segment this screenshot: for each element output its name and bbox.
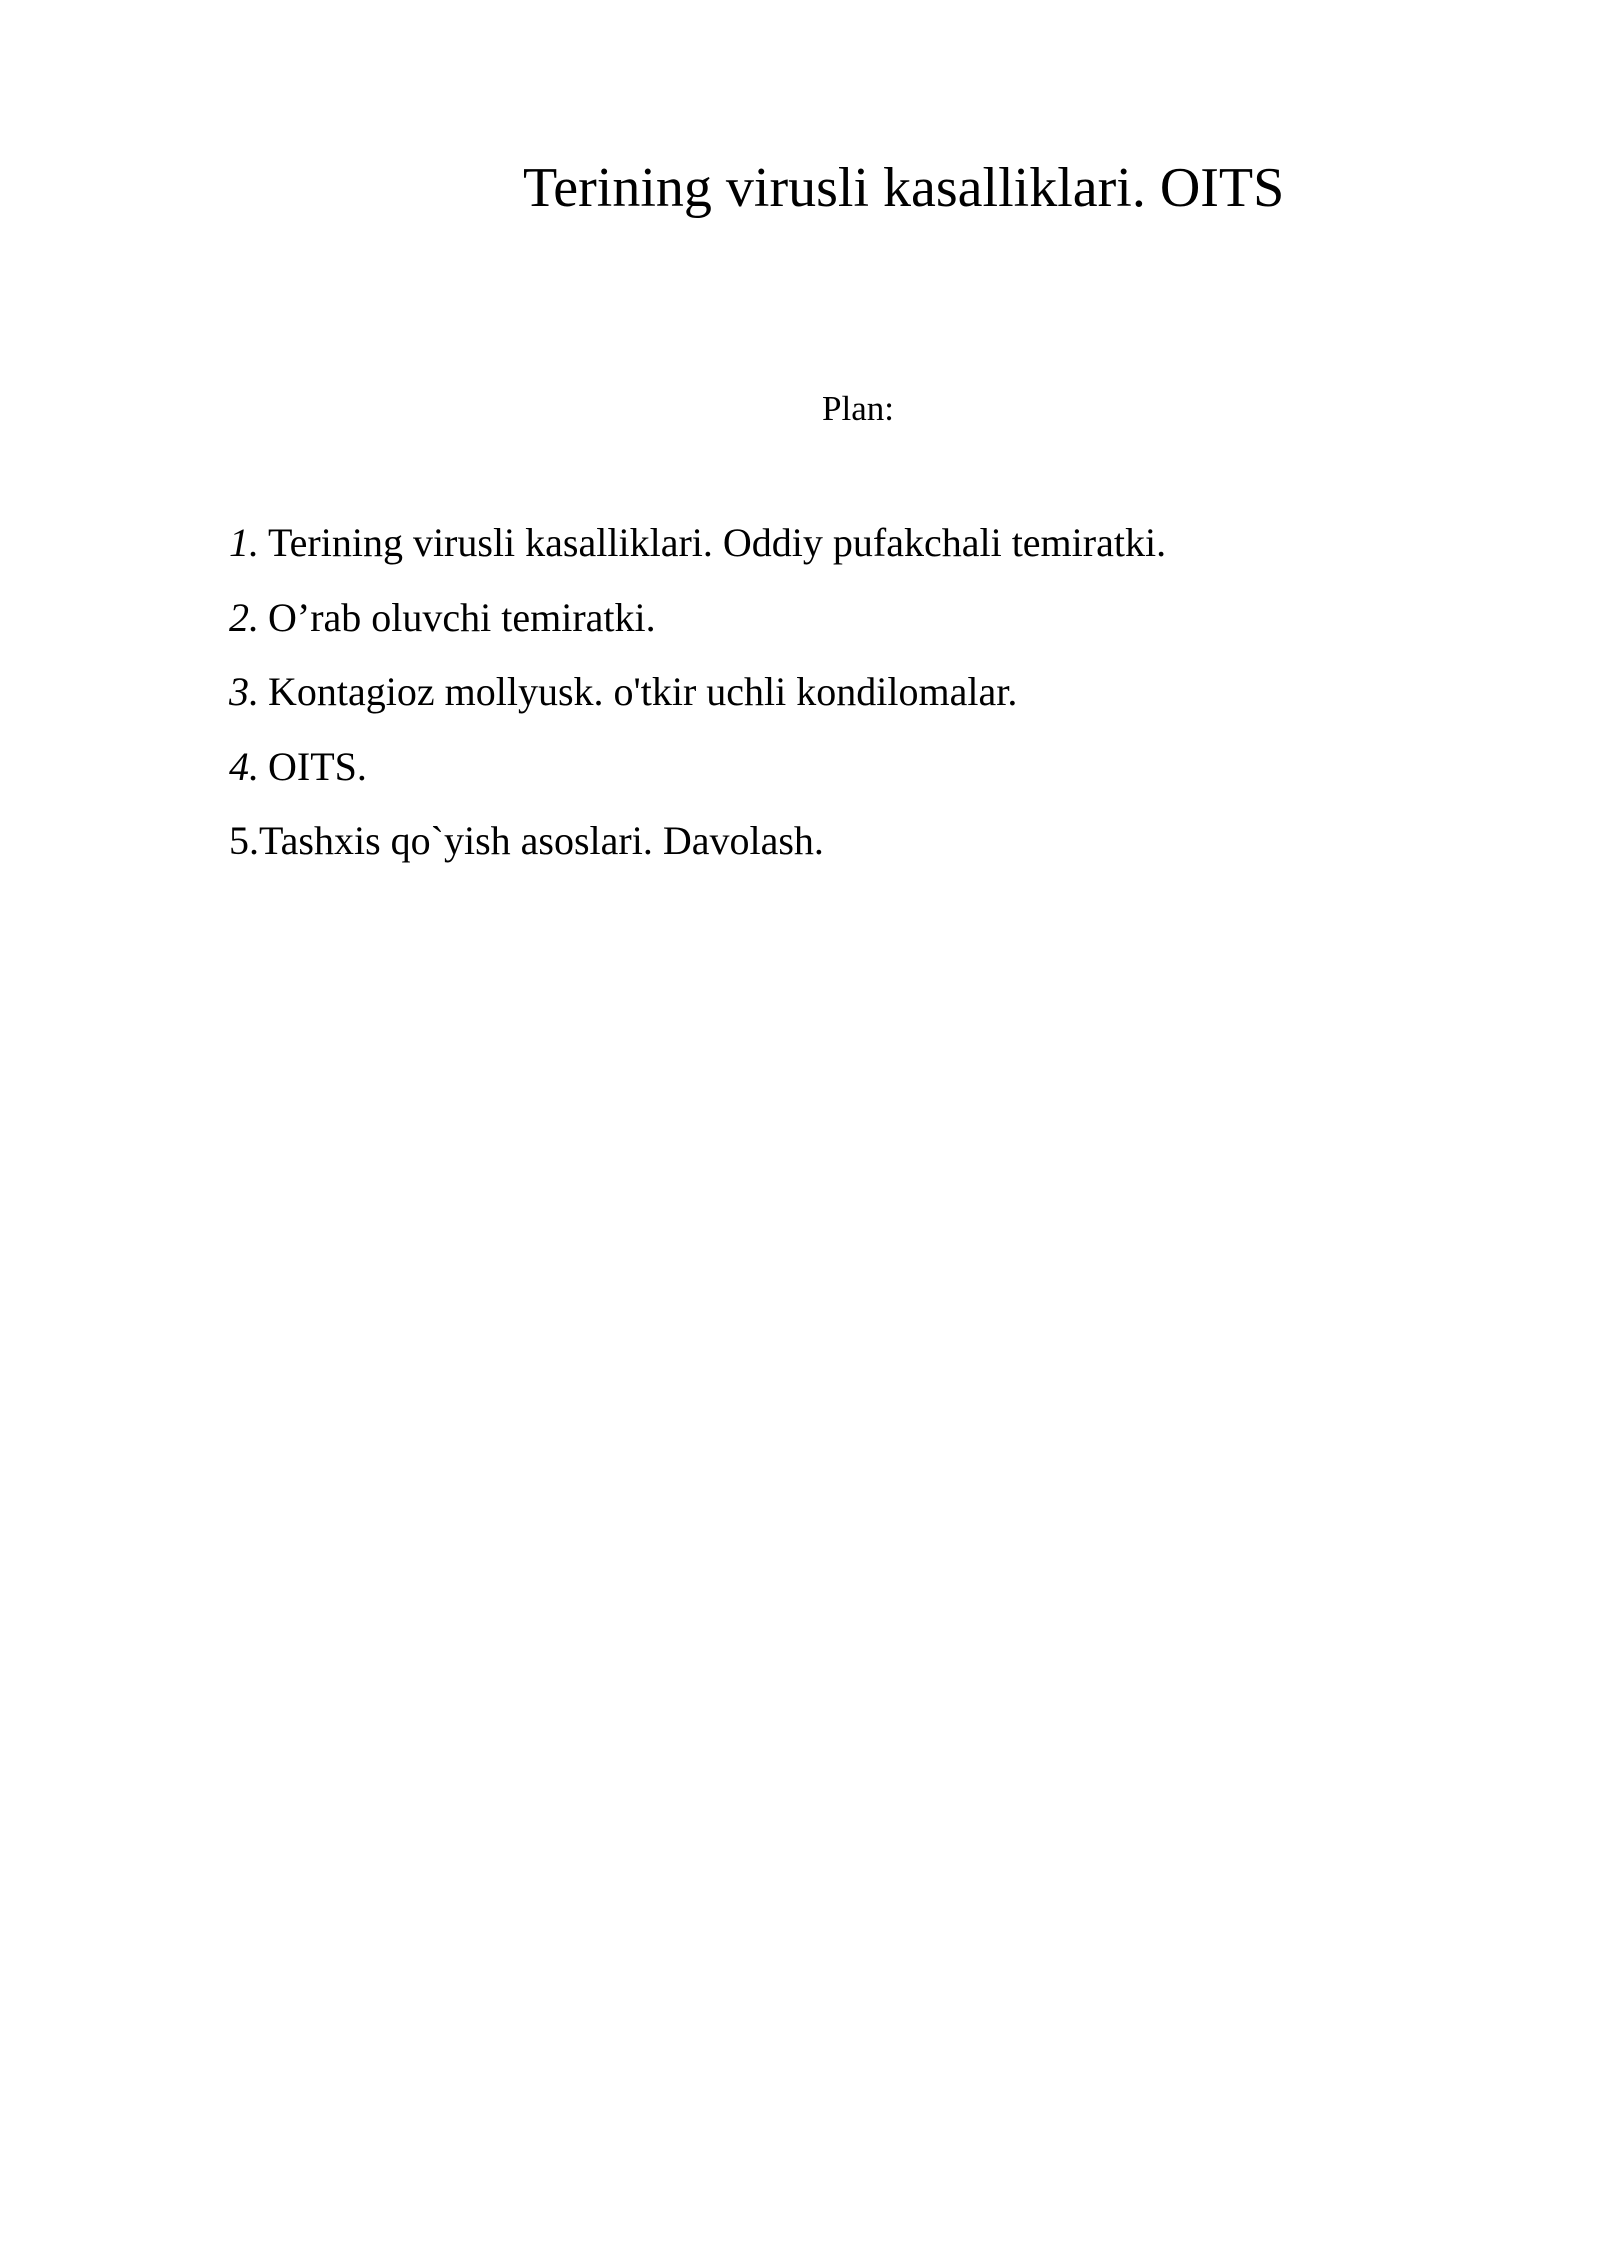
plan-list <box>229 515 1166 888</box>
plan-heading: Plan: <box>822 389 894 428</box>
plan-item-3 <box>229 664 1166 739</box>
plan-item-2 <box>229 590 1166 665</box>
plan-item-number: 5. <box>229 818 259 863</box>
plan-item-text: O’rab oluvchi temiratki. <box>268 594 656 640</box>
plan-item-text: Terining virusli kasalliklari. Oddiy pufakchali temiratki. <box>268 520 1167 565</box>
plan-item-text: Tashxis qo`yish asoslari. Davolash. <box>259 818 824 863</box>
plan-item-number: 4. <box>229 743 259 789</box>
plan-item-number: 2. <box>229 594 259 640</box>
plan-item-5 <box>229 813 1166 888</box>
plan-item-1 <box>229 515 1166 590</box>
document-title: Terining virusli kasalliklari. OITS <box>523 157 1285 219</box>
plan-item-text: Kontagioz mollyusk. o'tkir uchli kondilomalar. <box>268 669 1018 714</box>
plan-item-text: OITS. <box>268 743 367 789</box>
plan-item-number: 3. <box>229 669 259 714</box>
plan-item-number: 1. <box>229 520 259 565</box>
plan-item-4 <box>229 739 1166 814</box>
